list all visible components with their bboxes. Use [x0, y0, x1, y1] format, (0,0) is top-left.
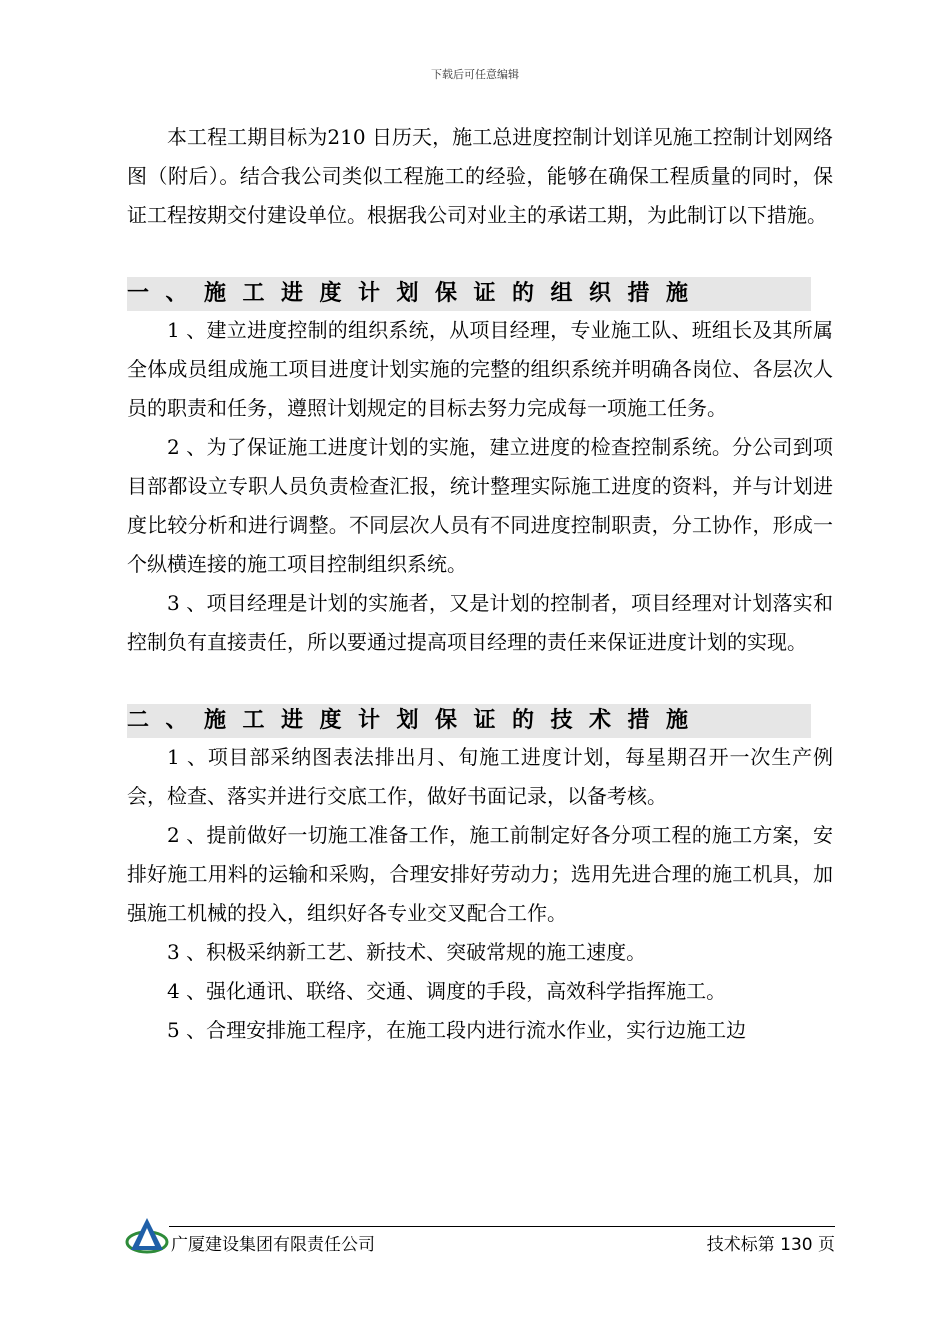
document-body — [127, 118, 833, 1050]
section2-item-1: 1 、项目部采纳图表法排出月、旬施工进度计划，每星期召开一次生产例会，检查、落实并进行交底工作，做好书面记录，以备考核。 — [127, 745, 833, 808]
section2-item-5: 5 、合理安排施工程序，在施工段内进行流水作业，实行边施工边 — [167, 1018, 747, 1042]
section2-item-4: 4 、强化通讯、联络、交通、调度的手段，高效科学指挥施工。 — [167, 979, 727, 1003]
section2-item-2: 2 、提前做好一切施工准备工作，施工前制定好各分项工程的施工方案，安排好施工用料的运输和采购，合理安排好劳动力；选用先进合理的施工机具，加强施工机械的投入，组织好各专业交叉配合工作。 — [127, 823, 833, 925]
section-gap — [127, 235, 833, 277]
section2-heading: 二、施工进度计划保证的技术措施 — [127, 704, 811, 738]
section2-item-3: 3 、积极采纳新工艺、新技术、突破常规的施工速度。 — [167, 940, 647, 964]
intro-paragraph: 本工程工期目标为210 日历天，施工总进度控制计划详见施工控制计划网络图（附后）。结合我公司类似工程施工的经验，能够在确保工程质量的同时，保证工程按期交付建设单位。根据我公司对业主的承诺工期，为此制订以下措施。 — [127, 125, 833, 227]
header-note: 下载后可任意编辑 — [431, 68, 519, 81]
page-footer — [125, 1212, 835, 1260]
section1-item-1: 1 、建立进度控制的组织系统，从项目经理，专业施工队、班组长及其所属全体成员组成施工项目进度计划实施的完整的组织系统并明确各岗位、各层次人员的职责和任务，遵照计划规定的目标去努力完成每一项施工任务。 — [127, 318, 833, 420]
section-gap — [127, 662, 833, 704]
footer-rule — [169, 1226, 835, 1227]
page-number: 技术标第 130 页 — [706, 1235, 835, 1255]
company-logo-icon — [125, 1214, 169, 1258]
section1-heading: 一、施工进度计划保证的组织措施 — [127, 277, 811, 311]
section1-item-2: 2 、为了保证施工进度计划的实施，建立进度的检查控制系统。分公司到项目部都设立专职人员负责检查汇报，统计整理实际施工进度的资料，并与计划进度比较分析和进行调整。不同层次人员有不同进度控制职责，分工协作，形成一个纵横连接的施工项目控制组织系统。 — [127, 435, 833, 576]
section1-item-3: 3 、项目经理是计划的实施者，又是计划的控制者，项目经理对计划落实和控制负有直接责任，所以要通过提高项目经理的责任来保证进度计划的实现。 — [127, 591, 833, 654]
company-name: 广厦建设集团有限责任公司 — [171, 1235, 375, 1255]
